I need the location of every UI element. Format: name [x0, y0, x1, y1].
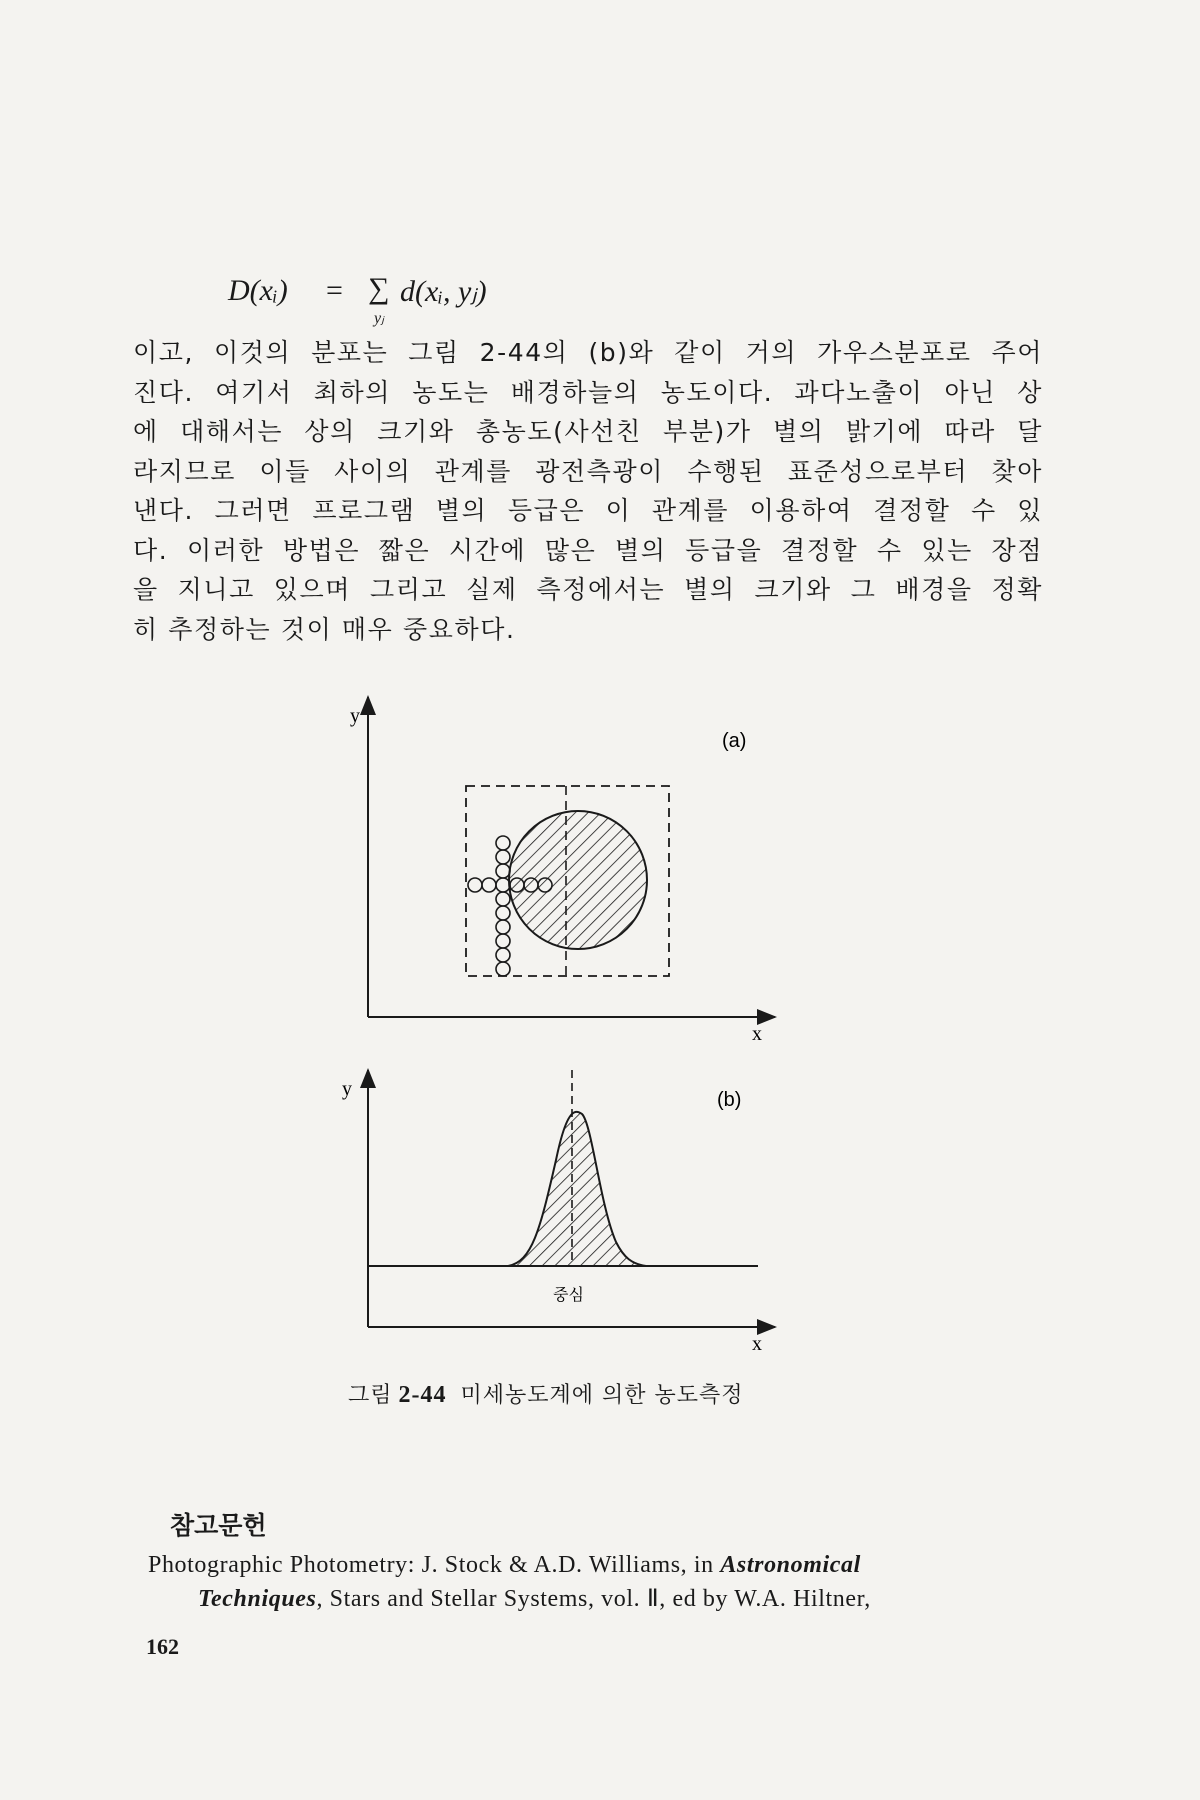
figure-caption [348, 1378, 868, 1409]
panel-a-label: (a) [722, 730, 747, 752]
aperture-scan-vertical [496, 836, 510, 976]
paragraph-line: 히 추정하는 것이 매우 중요하다. [133, 614, 516, 644]
paragraph-line: 라지므로 이들 사이의 관계를 광전측광이 수행된 표준성으로부터 찾아 [133, 456, 1043, 486]
paragraph-line: 이고, 이것의 분포는 그림 2-44의 (b)와 같이 거의 가우스분포로 주어 [133, 338, 1043, 367]
panel-a [350, 697, 775, 1045]
caption-prefix: 그림 [348, 1383, 393, 1408]
paragraph-line: 에 대해서는 상의 크기와 총농도(사선친 부분)가 별의 밝기에 따라 달 [133, 417, 1043, 446]
page-number: 162 [146, 1634, 179, 1659]
reference-text-start: Photographic Photometry: J. Stock & A.D. Williams, in [148, 1552, 721, 1578]
formula-sigma: ∑ [368, 272, 390, 305]
paragraph-line: 진다. 여기서 최하의 농도는 배경하늘의 농도이다. 과다노출이 아닌 상 [133, 377, 1043, 407]
paragraph-line: 다. 이러한 방법은 짧은 시간에 많은 별의 등급을 결정할 수 있는 장점 [133, 535, 1043, 565]
formula-lhs: D(xᵢ) [228, 274, 288, 307]
paragraph-line: 낸다. 그러면 프로그램 별의 등급은 이 관계를 이용하여 결정할 수 있 [133, 496, 1043, 525]
panel-a-x-label: x [752, 1023, 762, 1045]
caption-text: 미세농도계에 의한 농도측정 [460, 1383, 744, 1408]
center-label: 중심 [553, 1285, 584, 1304]
reference-entry [148, 1548, 1038, 1616]
formula-equals: = [326, 274, 343, 307]
formula-sum-subscript: yⱼ [374, 310, 384, 327]
panel-a-y-label: y [350, 705, 360, 727]
reference-text-end: , Stars and Stellar Systems, vol. Ⅱ, ed by W.A. Hiltner, [316, 1586, 871, 1612]
panel-b-label: (b) [717, 1089, 742, 1111]
reference-italic-title-1: Astronomical [720, 1552, 861, 1578]
paragraph-line: 을 지니고 있으며 그리고 실제 측정에서는 별의 크기와 그 배경을 정확 [133, 575, 1043, 604]
references-title: 참고문헌 [170, 1511, 267, 1540]
panel-b-x-label: x [752, 1333, 762, 1355]
gaussian-profile [508, 1112, 646, 1266]
panel-b [342, 1070, 775, 1355]
panel-b-y-label: y [342, 1078, 352, 1100]
caption-number: 2-44 [398, 1382, 447, 1408]
reference-italic-title-2: Techniques [198, 1586, 317, 1612]
formula-rhs: d(xᵢ, yⱼ) [400, 275, 487, 308]
star-image-disk [509, 811, 647, 949]
